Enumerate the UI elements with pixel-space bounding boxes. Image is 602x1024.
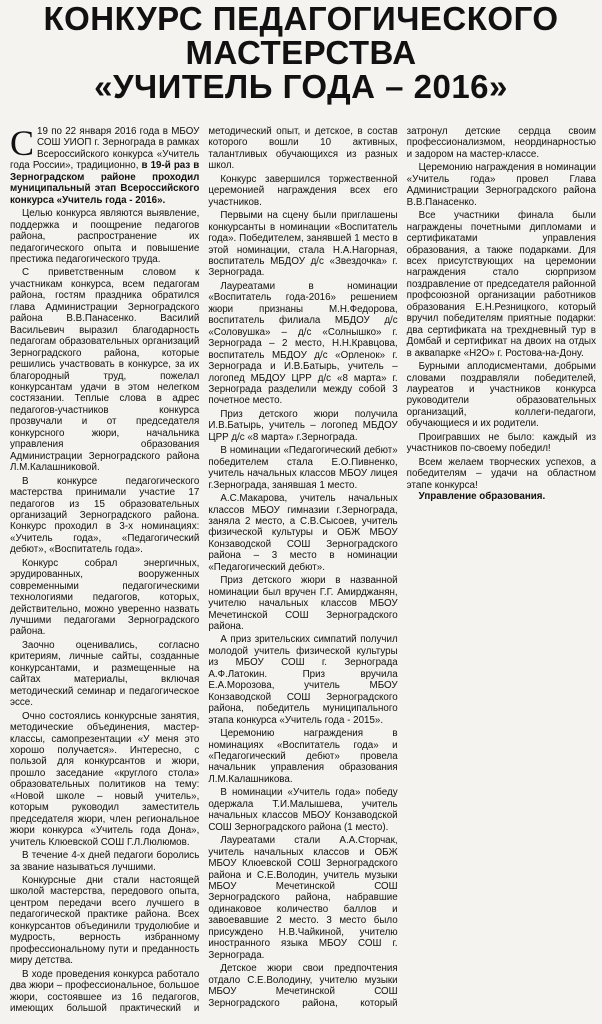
headline-line-3: «УЧИТЕЛЬ ГОДА – 2016» <box>94 68 508 105</box>
article-body <box>10 123 596 1020</box>
paragraph: Заочно оценивались, согласно критериям, личные сайты, созданные конкурсантами, и размещенные на сайтах материалы, включая методический семинар и педагогическое эссе. <box>10 639 200 709</box>
paragraph: Конкурс завершился торжественной церемонией награждения всех его участников. <box>208 173 398 208</box>
paragraph: Все участники финала были награждены почетными дипломами и сертификатами управления образования, а также подарками. Для всех присутствующих на церемонии награждения стало сюрпризом поздравление от председателя районной профсоюзной организации работников образования Е.Н.Резницкого, который вручил победителям приятные подарки: два сертификата на трехдневный тур в Домбай и сертификат на двоих на отдых в аквапарке «Н2О» г. Ростова-на-Дону. <box>406 210 596 359</box>
drop-cap: С <box>10 123 35 163</box>
paragraph: Лауреатами стали А.А.Сторчак, учитель начальных классов и ОБЖ МБОУ Клюевской СОШ Зерноградского района и С.Е.Володин, учитель музыки МБОУ Мечетинской СОШ Зерноградского района, набравшие одинаковое количество баллов и завоевавшие 2 место. 3 место было присуждено Н.В.Чайкиной, учителю иностранного языка МБОУ СОШ г. Зернограда. <box>208 835 398 961</box>
paragraph-list <box>10 123 596 1020</box>
signature: Управление образования. <box>418 491 546 503</box>
paragraph: Бурными аплодисментами, добрыми словами поздравляли победителей, лауреатов и участников конкурса руководители образовательных организаций, коллеги-педагоги, обучающиеся и их родители. <box>406 361 596 430</box>
lead-bold-text: в 19-й раз в Зерноградском районе проходил муниципальный этап Всероссийского конкурса «Учитель года - 2016». <box>10 160 200 206</box>
paragraph: Детское жюри свои предпочтения отдало С.Е.Володину, учителю музыки МБОУ Мечетинской СОШ Зерноградского района, который затронул детские сердца своим профессионализмом, неординарностью и задором на мастер-классе. <box>208 126 596 1009</box>
paragraph: Конкурс собрал энергичных, эрудированных, вооруженных современными педагогическими технологиями педагогов, которых, действительно, можно уверенно назвать лучшими педагогами Зерноградского района. <box>10 557 200 638</box>
paragraph: Конкурсные дни стали настоящей школой мастерства, передового опыта, центром передачи всего лучшего в педагогической практике района. Всех конкурсантов объединили трудолюбие и мудрость, верность избранному профессиональному пути и преданность миру детства. <box>10 875 200 967</box>
paragraph: А приз зрительских симпатий получил молодой учитель физической культуры из МБОУ СОШ г. Зернограда А.Ф.Латокин. Приз вручила Е.А.Морозова, учитель МБОУ Конзаводской СОШ Зерноградского района, победитель муниципального этапа конкурса «Учитель года - 2015». <box>208 634 398 726</box>
paragraph: В номинации «Педагогический дебют» победителем стала Е.О.Пивненко, учитель начальных классов МБОУ лицея г.Зернограда, занявшая 1 место. <box>208 445 398 491</box>
paragraph: Проигравших не было: каждый из участников по-своему победил! <box>406 431 596 455</box>
article-lead <box>10 123 200 206</box>
lead-text: 19 по 22 января 2016 года в МБОУ СОШ УИОП г. Зернограда в рамках Всероссийского конкурса «Учитель года России», традиционно, <box>10 126 200 172</box>
paragraph: Церемонию награждения в номинациях «Воспитатель года» и «Педагогический дебют» провела начальник управления образования Л.М.Калашникова. <box>208 728 398 785</box>
headline-line-1: КОНКУРС ПЕДАГОГИЧЕСКОГО <box>43 0 559 37</box>
paragraph: Церемонию награждения в номинации «Учитель года» провел Глава Администрации Зерноградского района В.В.Панасенко. <box>406 162 596 208</box>
paragraph: Целью конкурса являются выявление, поддержка и поощрение педагогов района, распространение их педагогического опыта и повышение престижа педагогического труда. <box>10 208 200 265</box>
paragraph: В номинации «Учитель года» победу одержала Т.И.Малышева, учитель начальных классов МБОУ Конзаводской СОШ Зерноградского района (1 место). <box>208 787 398 833</box>
paragraph: Приз детского жюри получила И.В.Батырь, учитель – логопед МБДОУ ЦРР д/с «8 марта» г.Зернограда. <box>208 408 398 443</box>
paragraph: В конкурсе педагогического мастерства принимали участие 17 педагогов из 15 образовательных организаций Зерноградского района. Конкурс проходил в 3-х номинациях: «Учитель года», «Педагогический дебют», «Воспитатель года». <box>10 475 200 556</box>
article-headline <box>0 2 602 104</box>
paragraph: В течение 4-х дней педагоги боролись за звание называться лучшими. <box>10 850 200 873</box>
paragraph: В ходе проведения конкурса работало два жюри – профессиональное, большое жюри, состоявшее из 16 педагогов, имеющих большой практический и методический опыт, и детское, в состав которого вошли 10 активных, талантливых обучающихся из разных школ. <box>10 126 398 1014</box>
paragraph: Всем желаем творческих успехов, а победителям – удачи на областном этапе конкурса! <box>406 456 596 491</box>
paragraph: А.С.Макарова, учитель начальных классов МБОУ гимназии г.Зернограда, заняла 2 место, а С.В.Сысоев, учитель физической культуры и ОБЖ МБОУ Конзаводской СОШ Зерноградского района – 3 место в номинации «Педагогический дебют». <box>208 493 398 573</box>
headline-line-2: МАСТЕРСТВА <box>185 34 417 71</box>
paragraph: Приз детского жюри в названной номинации был вручен Г.Г. Амирджанян, учителю начальных классов МБОУ Мечетинской СОШ Зерноградского района. <box>208 575 398 633</box>
paragraph: Очно состоялись конкурсные занятия, методические объединения, мастер-классы, самопрезентации «У меня это хорошо получается». Интересно, с пользой для конкурсантов и жюри, прошло заседание «круглого стола» образовательных политиков на тему: «Новой школе – новый учитель», которым руководил заместитель председателя жюри, член региональное жюри конкурса «Учитель года Дона», учитель Клюевской СОШ Г.Л.Люлюмов. <box>10 710 200 848</box>
paragraph: Первыми на сцену были приглашены конкурсанты в номинации «Воспитатель года». Победителем, занявшей 1 место в этой номинации, стала Н.А.Нагорная, воспитатель МБДОУ д/с «Звездочка» г. Зернограда. <box>208 210 398 279</box>
paragraph: Лауреатами в номинации «Воспитатель года-2016» решением жюри признаны М.Н.Федорова, воспитатель филиала МБДОУ д/с «Соловушка» – д/с «Солнышко» г. Зернограда – 2 место, Н.Н.Кравцова, воспитатель МБДОУ д/с «Орленок» г. Зернограда и И.В.Батырь, учитель – логопед МБДОУ ЦРР д/с «8 марта» г. Зернограда разделили между собой 3 почетное место. <box>208 280 398 407</box>
paragraph: С приветственным словом к участникам конкурса, всем педагогам района, гостям праздника обратился глава Администрации Зерноградского района В.В.Панасенко. Василий Васильевич выразил благодарность педагогам образовательных организаций Зерноградского района, которые решились участвовать в конкурсе, за их благородный труд, пожелал конкурсантам удачи в этом нелегком состязании. Теплые слова в адрес педагогов-участников конкурса прозвучали и от председателя конкурсного жюри, начальника управления образования Администрации Зерноградского района Л.М.Калашниковой. <box>10 267 200 474</box>
